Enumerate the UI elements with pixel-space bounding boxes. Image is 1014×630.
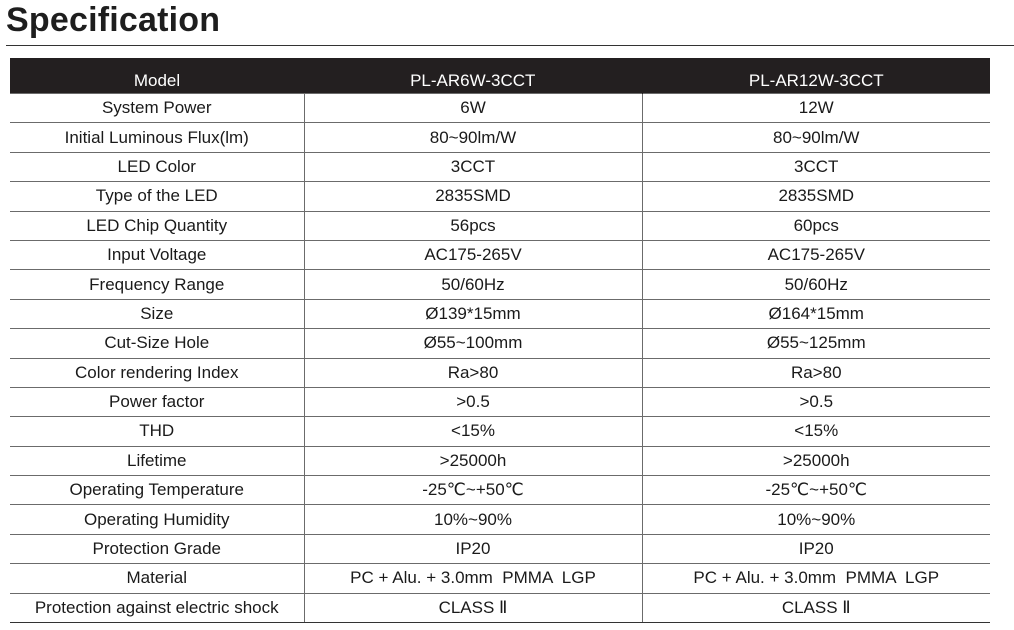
table-row	[10, 387, 990, 416]
cell-12w: 80~90lm/W	[642, 123, 990, 152]
cell-6w: CLASS Ⅱ	[304, 593, 642, 622]
cell-6w: 10%~90%	[304, 505, 642, 534]
cell-12w: IP20	[642, 534, 990, 563]
cell-12w: 60pcs	[642, 211, 990, 240]
cell-12w: <15%	[642, 417, 990, 446]
cell-6w: -25℃~+50℃	[304, 476, 642, 505]
cell-12w: >25000h	[642, 446, 990, 475]
table-row	[10, 299, 990, 328]
row-label: Operating Humidity	[10, 505, 304, 534]
table-row	[10, 358, 990, 387]
cell-12w: 3CCT	[642, 152, 990, 181]
title-divider	[6, 45, 1014, 46]
row-label: Frequency Range	[10, 270, 304, 299]
cell-6w: 2835SMD	[304, 182, 642, 211]
cell-12w: PC + Alu. + 3.0mm PMMA LGP	[642, 564, 990, 593]
table-row	[10, 417, 990, 446]
cell-12w: Ø55~125mm	[642, 329, 990, 358]
row-label: Initial Luminous Flux(lm)	[10, 123, 304, 152]
header-model: Model	[10, 58, 304, 94]
table-row	[10, 123, 990, 152]
table-row	[10, 505, 990, 534]
cell-12w: -25℃~+50℃	[642, 476, 990, 505]
specification-table	[10, 58, 990, 623]
cell-12w: Ra>80	[642, 358, 990, 387]
row-label: Color rendering Index	[10, 358, 304, 387]
cell-12w: 12W	[642, 94, 990, 123]
cell-12w: 10%~90%	[642, 505, 990, 534]
row-label: Input Voltage	[10, 240, 304, 269]
cell-6w: Ø55~100mm	[304, 329, 642, 358]
row-label: Cut-Size Hole	[10, 329, 304, 358]
cell-12w: 50/60Hz	[642, 270, 990, 299]
table-header-row	[10, 58, 990, 94]
table-row	[10, 564, 990, 593]
cell-6w: Ra>80	[304, 358, 642, 387]
cell-6w: >0.5	[304, 387, 642, 416]
cell-6w: 56pcs	[304, 211, 642, 240]
cell-6w: IP20	[304, 534, 642, 563]
row-label: Type of the LED	[10, 182, 304, 211]
row-label: Lifetime	[10, 446, 304, 475]
cell-6w: >25000h	[304, 446, 642, 475]
row-label: Material	[10, 564, 304, 593]
row-label: LED Color	[10, 152, 304, 181]
header-model-6w: PL-AR6W-3CCT	[304, 58, 642, 94]
cell-6w: 50/60Hz	[304, 270, 642, 299]
table-row	[10, 593, 990, 622]
row-label: Operating Temperature	[10, 476, 304, 505]
table-row	[10, 240, 990, 269]
table-row	[10, 476, 990, 505]
table-row	[10, 534, 990, 563]
table-row	[10, 270, 990, 299]
cell-6w: 6W	[304, 94, 642, 123]
table-row	[10, 182, 990, 211]
cell-6w: <15%	[304, 417, 642, 446]
cell-6w: 3CCT	[304, 152, 642, 181]
table-row	[10, 94, 990, 123]
cell-6w: PC + Alu. + 3.0mm PMMA LGP	[304, 564, 642, 593]
cell-12w: >0.5	[642, 387, 990, 416]
cell-12w: CLASS Ⅱ	[642, 593, 990, 622]
row-label: System Power	[10, 94, 304, 123]
cell-6w: AC175-265V	[304, 240, 642, 269]
header-model-12w: PL-AR12W-3CCT	[642, 58, 990, 94]
row-label: Protection against electric shock	[10, 593, 304, 622]
cell-12w: 2835SMD	[642, 182, 990, 211]
cell-12w: AC175-265V	[642, 240, 990, 269]
row-label: Size	[10, 299, 304, 328]
table-row	[10, 152, 990, 181]
table-row	[10, 211, 990, 240]
table-row	[10, 446, 990, 475]
page-title: Specification	[6, 1, 221, 39]
row-label: LED Chip Quantity	[10, 211, 304, 240]
row-label: THD	[10, 417, 304, 446]
cell-6w: 80~90lm/W	[304, 123, 642, 152]
table-row	[10, 329, 990, 358]
row-label: Protection Grade	[10, 534, 304, 563]
cell-6w: Ø139*15mm	[304, 299, 642, 328]
row-label: Power factor	[10, 387, 304, 416]
cell-12w: Ø164*15mm	[642, 299, 990, 328]
